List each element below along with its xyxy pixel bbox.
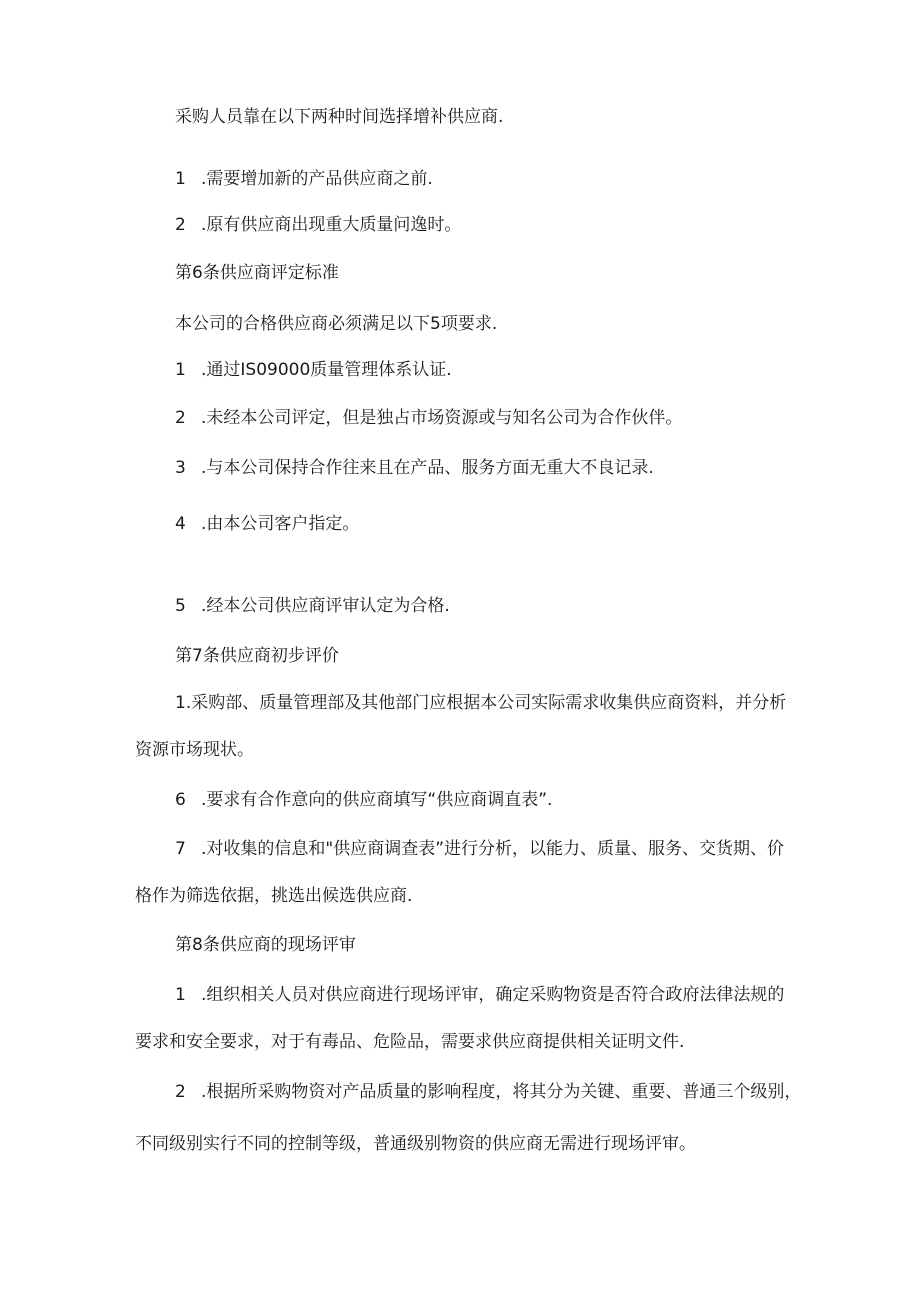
list-number: 2 bbox=[175, 215, 186, 235]
list-item bbox=[175, 595, 450, 617]
intro-paragraph: 采购人员靠在以下两种时间选择增补供应商. bbox=[175, 107, 504, 127]
list-item bbox=[175, 1081, 801, 1103]
list-text: .原有供应商出现重大质量问逸时。 bbox=[201, 215, 462, 235]
list-number: 2 bbox=[175, 1082, 186, 1102]
article-8-item-2-line-2: 不同级别实行不同的控制等级，普通级别物资的供应商无需进行现场评审。 bbox=[135, 1134, 696, 1154]
list-item bbox=[175, 513, 359, 535]
list-text: .根据所采购物资对产品质量的影响程度，将其分为关键、重要、普通三个级别， bbox=[201, 1082, 802, 1102]
list-number: 3 bbox=[175, 458, 186, 478]
article-7-heading: 第7条供应商初步评价 bbox=[175, 646, 339, 666]
list-item bbox=[175, 984, 784, 1006]
list-text: .通过IS09000质量管理体系认证. bbox=[201, 360, 452, 380]
article-7-item-1-line-2: 资源市场现状。 bbox=[135, 740, 254, 760]
list-item bbox=[175, 838, 784, 860]
list-number: 7 bbox=[175, 839, 186, 859]
article-6-heading: 第6条供应商评定标准 bbox=[175, 263, 339, 283]
article-6-intro: 本公司的合格供应商必须满足以下5项要求. bbox=[175, 314, 498, 334]
article-7-item-1-line-1: 1.采购部、质量管理部及其他部门应根据本公司实际需求收集供应商资料，并分析 bbox=[175, 693, 787, 713]
list-item bbox=[175, 214, 461, 236]
list-number: 5 bbox=[175, 596, 186, 616]
list-number: 2 bbox=[175, 408, 186, 428]
list-item bbox=[175, 789, 552, 811]
article-8-heading: 第8条供应商的现场评审 bbox=[175, 935, 356, 955]
list-text: .对收集的信息和"供应商调查表”进行分析，以能力、质量、服务、交货期、价 bbox=[201, 839, 785, 859]
article-8-item-1-line-2: 要求和安全要求，对于有毒品、危险品，需要求供应商提供相关证明文件. bbox=[135, 1032, 685, 1052]
list-item bbox=[175, 359, 452, 381]
list-number: 1 bbox=[175, 985, 186, 1005]
list-item bbox=[175, 168, 433, 190]
list-text: .组织相关人员对供应商进行现场评审，确定采购物资是否符合政府法律法规的 bbox=[201, 985, 785, 1005]
list-text: .要求有合作意向的供应商填写“供应商调直表”. bbox=[201, 790, 553, 810]
article-7-item-7-line-2: 格作为筛选依据，挑选出候选供应商. bbox=[135, 886, 413, 906]
list-number: 6 bbox=[175, 790, 186, 810]
list-text: .需要增加新的产品供应商之前. bbox=[201, 169, 433, 189]
list-item bbox=[175, 407, 682, 429]
list-text: .未经本公司评定，但是独占市场资源或与知名公司为合作伙伴。 bbox=[201, 408, 683, 428]
list-text: .由本公司客户指定。 bbox=[201, 514, 360, 534]
list-item bbox=[175, 457, 654, 479]
list-text: .经本公司供应商评审认定为合格. bbox=[201, 596, 450, 616]
list-text: .与本公司保持合作往来且在产品、服务方面无重大不良记录. bbox=[201, 458, 654, 478]
list-number: 1 bbox=[175, 169, 186, 189]
list-number: 1 bbox=[175, 360, 186, 380]
list-number: 4 bbox=[175, 514, 186, 534]
